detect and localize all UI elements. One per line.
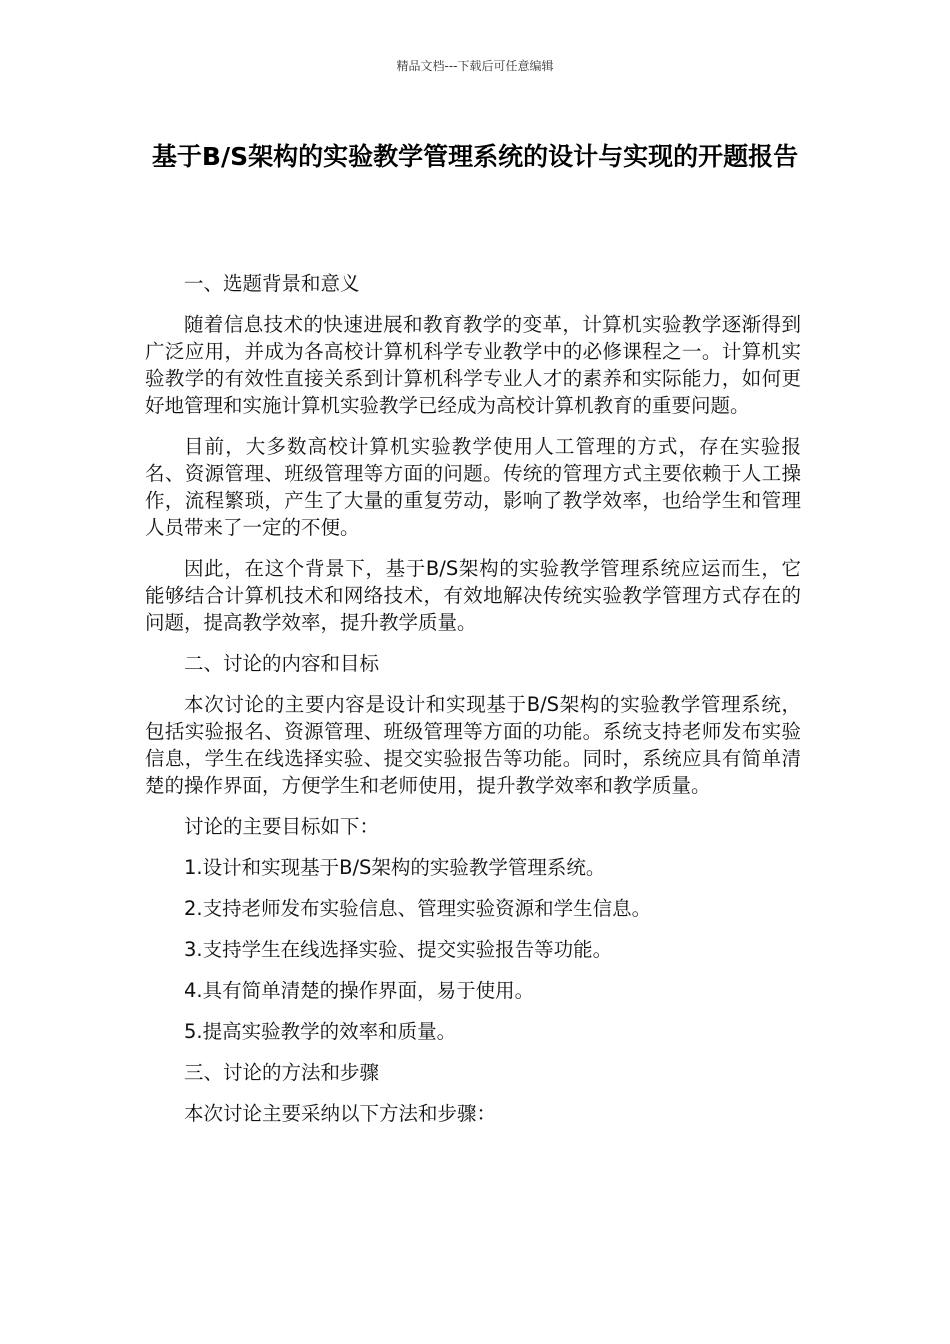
goal-item-5: 5.提高实验教学的效率和质量。	[184, 1020, 457, 1043]
section-heading-methods: 三、讨论的方法和步骤	[184, 1061, 380, 1084]
page-header: 精品文档---下载后可任意编辑	[396, 59, 554, 73]
paragraph-background-1: 随着信息技术的快速进展和教育教学的变革，计算机实验教学逐渐得到广泛应用，并成为各高校计算机科学专业教学中的必修课程之一。计算机实验教学的有效性直接关系到计算机科学专业人才的素养和实际能力，如何更好地管理和实施计算机实验教学已经成为高校计算机教育的重要问题。	[145, 313, 801, 417]
goal-item-3: 3.支持学生在线选择实验、提交实验报告等功能。	[184, 938, 613, 961]
document-body	[145, 270, 801, 1141]
paragraph-background-3: 因此，在这个背景下，基于B/S架构的实验教学管理系统应运而生，它能够结合计算机技术和网络技术，有效地解决传统实验教学管理方式存在的问题，提高教学效率，提升教学质量。	[145, 557, 801, 634]
goal-item-4: 4.具有简单清楚的操作界面，易于使用。	[184, 979, 535, 1002]
paragraph-methods-intro: 本次讨论主要采纳以下方法和步骤：	[184, 1102, 497, 1125]
paragraph-content-1: 本次讨论的主要内容是设计和实现基于B/S架构的实验教学管理系统，包括实验报名、资源管理、班级管理等方面的功能。系统支持老师发布实验信息，学生在线选择实验、提交实验报告等功能。同时，系统应具有简单清楚的操作界面，方便学生和老师使用，提升教学效率和教学质量。	[145, 693, 801, 797]
goal-item-1: 1.设计和实现基于B/S架构的实验教学管理系统。	[184, 856, 606, 879]
paragraph-background-2: 目前，大多数高校计算机实验教学使用人工管理的方式，存在实验报名、资源管理、班级管理等方面的问题。传统的管理方式主要依赖于人工操作，流程繁琐，产生了大量的重复劳动，影响了教学效率，也给学生和管理人员带来了一定的不便。	[145, 435, 801, 539]
section-heading-background: 一、选题背景和意义	[184, 272, 360, 295]
paragraph-goals-intro: 讨论的主要目标如下：	[184, 815, 380, 838]
section-heading-content-goals: 二、讨论的内容和目标	[184, 652, 380, 675]
document-title: 基于B/S架构的实验教学管理系统的设计与实现的开题报告	[151, 142, 799, 171]
goal-item-2: 2.支持老师发布实验信息、管理实验资源和学生信息。	[184, 897, 652, 920]
